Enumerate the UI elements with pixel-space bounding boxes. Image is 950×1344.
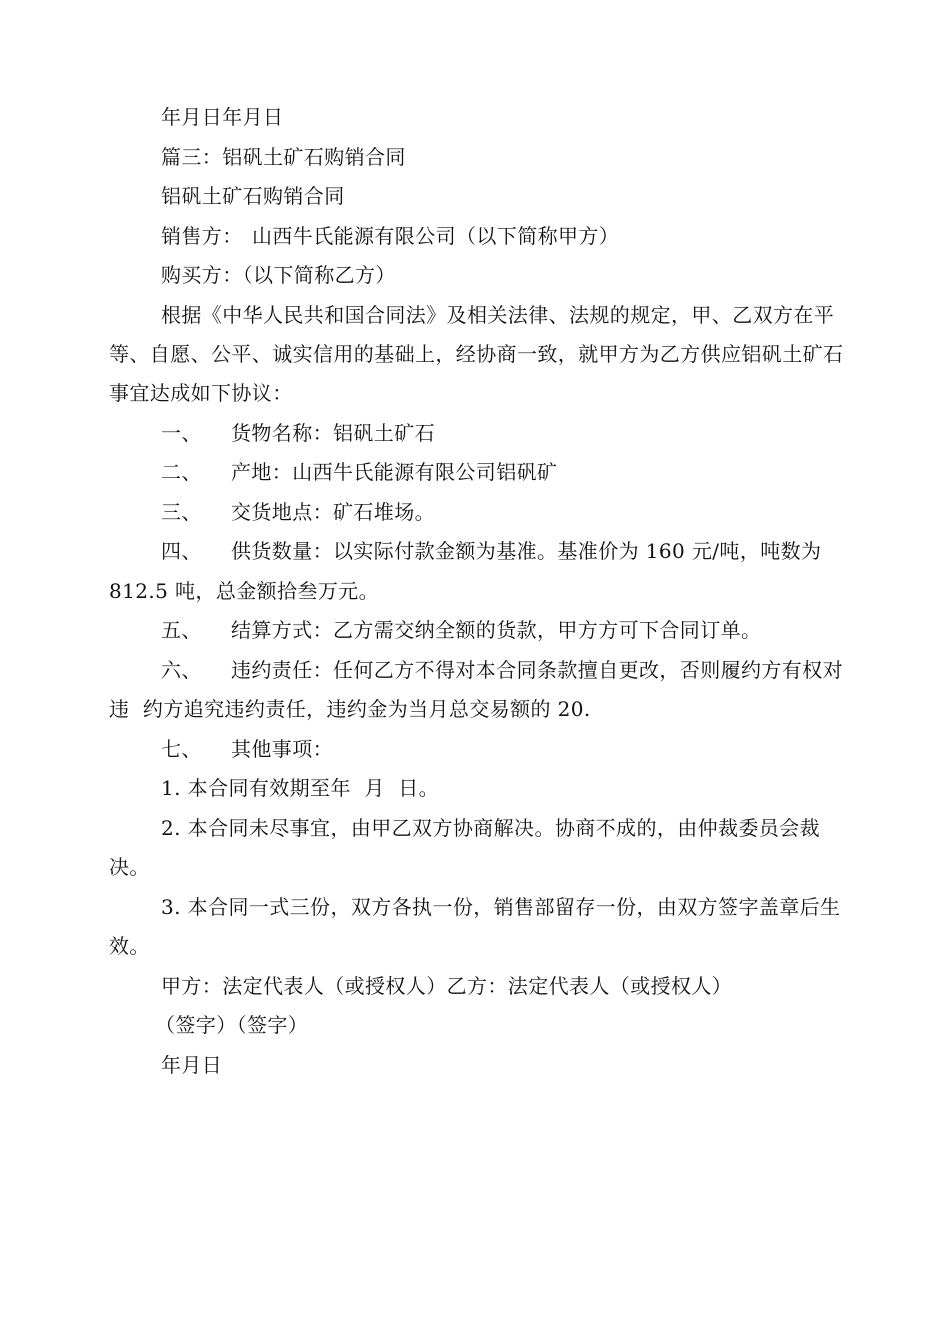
item-number: 五、	[161, 618, 202, 642]
item-text: 违约责任：任何乙方不得对本合同条款擅自更改，否则履约方有权对	[231, 658, 843, 682]
item-text: 货物名称：铝矾土矿石	[231, 421, 435, 445]
signature-line: 甲方：法定代表人（或授权人）乙方：法定代表人（或授权人）	[161, 974, 733, 998]
item-number: 六、	[161, 658, 202, 682]
sub-clause-2-cont: 决。	[109, 855, 150, 879]
sub-clause-3: 3. 本合同一式三份，双方各执一份，销售部留存一份，由双方签字盖章后生	[161, 895, 841, 919]
preamble-line-1: 根据《中华人民共和国合同法》及相关法律、法规的规定，甲、乙双方在平	[161, 303, 835, 327]
item-text: 其他事项：	[231, 737, 333, 761]
sub-clause-2: 2. 本合同未尽事宜，由甲乙双方协商解决。协商不成的，由仲裁委员会裁	[161, 816, 821, 840]
seller-label: 销售方：	[161, 224, 243, 248]
chapter-heading: 篇三：铝矾土矿石购销合同	[161, 145, 406, 169]
date-line: 年月日	[161, 1053, 223, 1077]
date-pair-line: 年月日年月日	[161, 105, 284, 129]
item-text: 产地：山西牛氏能源有限公司铝矾矿	[231, 460, 558, 484]
item-number: 一、	[161, 421, 202, 445]
sub-clause-3-cont: 效。	[109, 934, 150, 958]
item-number: 四、	[161, 539, 202, 563]
item-text: 交货地点：矿石堆场。	[231, 500, 435, 524]
preamble-line-2: 等、自愿、公平、诚实信用的基础上，经协商一致，就甲方为乙方供应铝矾土矿石	[109, 342, 844, 366]
sign-marks: （签字）（签字）	[155, 1013, 309, 1037]
buyer-line: 购买方：（以下简称乙方）	[161, 263, 396, 287]
item-continuation: 违 约方追究违约责任，违约金为当月总交易额的 20.	[109, 697, 591, 721]
item-number: 七、	[161, 737, 202, 761]
contract-title: 铝矾土矿石购销合同	[161, 184, 345, 208]
preamble-line-3: 事宜达成如下协议：	[109, 381, 293, 405]
item-continuation: 812.5 吨，总金额拾叁万元。	[109, 579, 380, 603]
seller-value: 山西牛氏能源有限公司（以下简称甲方）	[252, 224, 620, 248]
item-text: 供货数量：以实际付款金额为基准。基准价为 160 元/吨，吨数为	[231, 539, 822, 563]
item-number: 三、	[161, 500, 202, 524]
item-number: 二、	[161, 460, 202, 484]
item-text: 结算方式：乙方需交纳全额的货款，甲方方可下合同订单。	[231, 618, 762, 642]
sub-clause-1: 1. 本合同有效期至年 月 日。	[161, 776, 440, 800]
